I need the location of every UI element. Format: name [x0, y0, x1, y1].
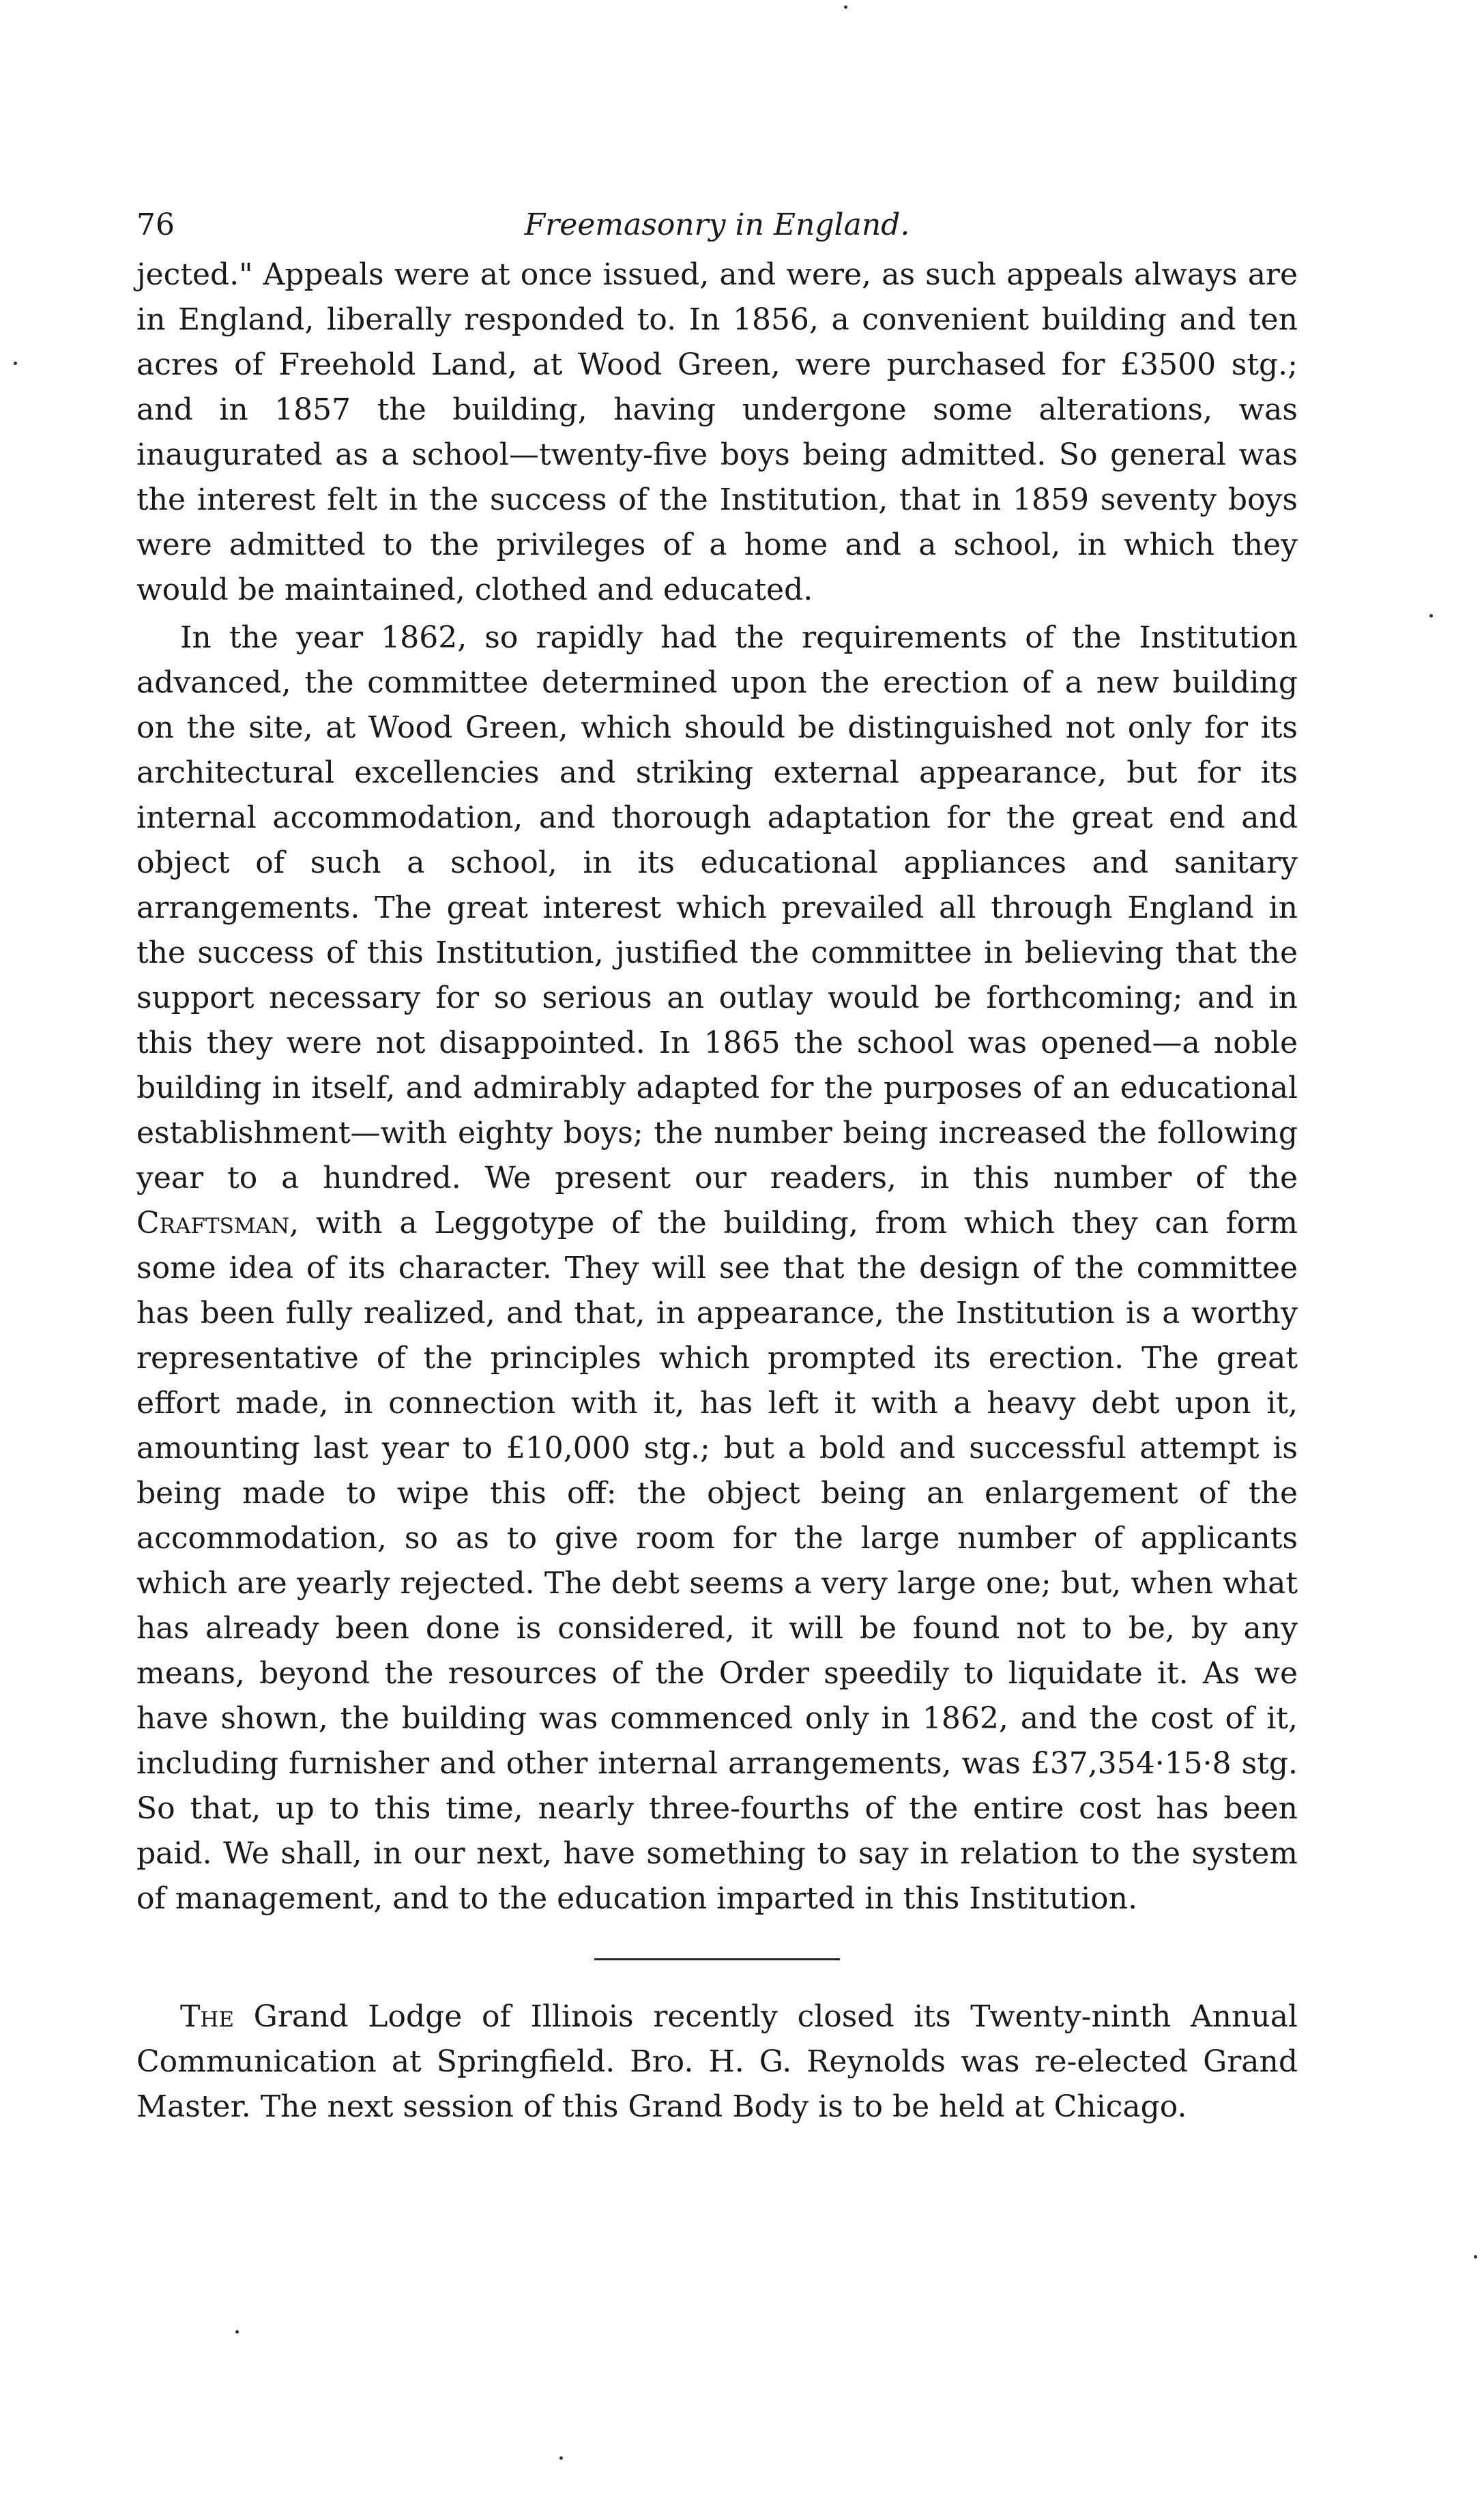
- craftsman-title: Craftsman: [136, 1206, 290, 1240]
- speck-bottom: [559, 2456, 563, 2460]
- paragraph-continuation: jected." Appeals were at once issued, and were, as such appeals always are in England, liberally responded to. In 1856, a convenient building and ten acres of Freehold Land, at Wood Green, were purchased for £3500 stg.; and in 1857 the building, having undergone some alterations, was inaugurated as a school—twenty-five boys being admitted. So general was the interest felt in the success of the Institution, that in 1859 seventy boys were admitted to the privileges of a home and a school, in which they would be maintained, clothed and educated.: [136, 257, 1298, 607]
- speck-lower-right: [1474, 2255, 1477, 2259]
- page-number: 76: [136, 207, 175, 242]
- paragraph-1862: [136, 615, 1298, 1921]
- notice-lead: The: [180, 1999, 235, 2034]
- paragraph-1862-text: In the year 1862, so rapidly had the requirements of the Institution advanced, the committee determined upon the erection of a new building on the site, at Wood Green, which should be distinguished not only for its architectural excellencies and striking external appearance, but for its internal accommodation, and thorough adaptation for the great end and object of such a school, in its educational appliances and sanitary arrangements. The great interest which prevailed all through England in the success of this Institution, justified the committee in believing that the support necessary for so serious an outlay would be forthcoming; and in this they were not disappointed. In 1865 the school was opened—a noble building in itself, and admirably adapted for the purposes of an educational establishment—with eighty boys; the number being increased the following year to a hundred. We present our readers, in this number of the: [136, 620, 1298, 1195]
- section-divider: [594, 1958, 840, 1960]
- speck-lower-left: [235, 2330, 239, 2334]
- speck-right: [1429, 614, 1433, 618]
- illinois-notice: [136, 1994, 1298, 2130]
- speck-top: [844, 5, 847, 9]
- notice-text: Grand Lodge of Illinois recently closed its Twenty-ninth Annual Communication at Springfield. Bro. H. G. Reynolds was re-elected Grand Master. The next session of this Grand Body is to be held at Chicago.: [136, 1999, 1298, 2124]
- book-page: [136, 198, 1298, 2130]
- speck-left: [14, 362, 17, 365]
- running-title: Freemasonry in England.: [524, 207, 910, 242]
- paragraph-1862-tail: , with a Leggotype of the building, from which they can form some idea of its character. They will see that the design of the committee has been fully realized, and that, in appearance, the Institution is a worthy representative of the principles which prompted its erection. The great effort made, in connection with it, has left it with a heavy debt upon it, amounting last year to £10,000 stg.; but a bold and successful attempt is being made to wipe this off: the object being an enlargement of the accommodation, so as to give room for the large number of applicants which are yearly rejected. The debt seems a very large one; but, when what has already been done is considered, it will be found not to be, by any means, beyond the resources of the Order speedily to liquidate it. As we have shown, the building was commenced only in 1862, and the cost of it, including furnisher and other internal arrangements, was £37,354·15·8 stg. So that, up to this time, nearly three-fourths of the entire cost has been paid. We shall, in our next, have something to say in relation to the system of management, and to the education imparted in this Institution.: [136, 1206, 1298, 1916]
- running-head: [136, 198, 1298, 252]
